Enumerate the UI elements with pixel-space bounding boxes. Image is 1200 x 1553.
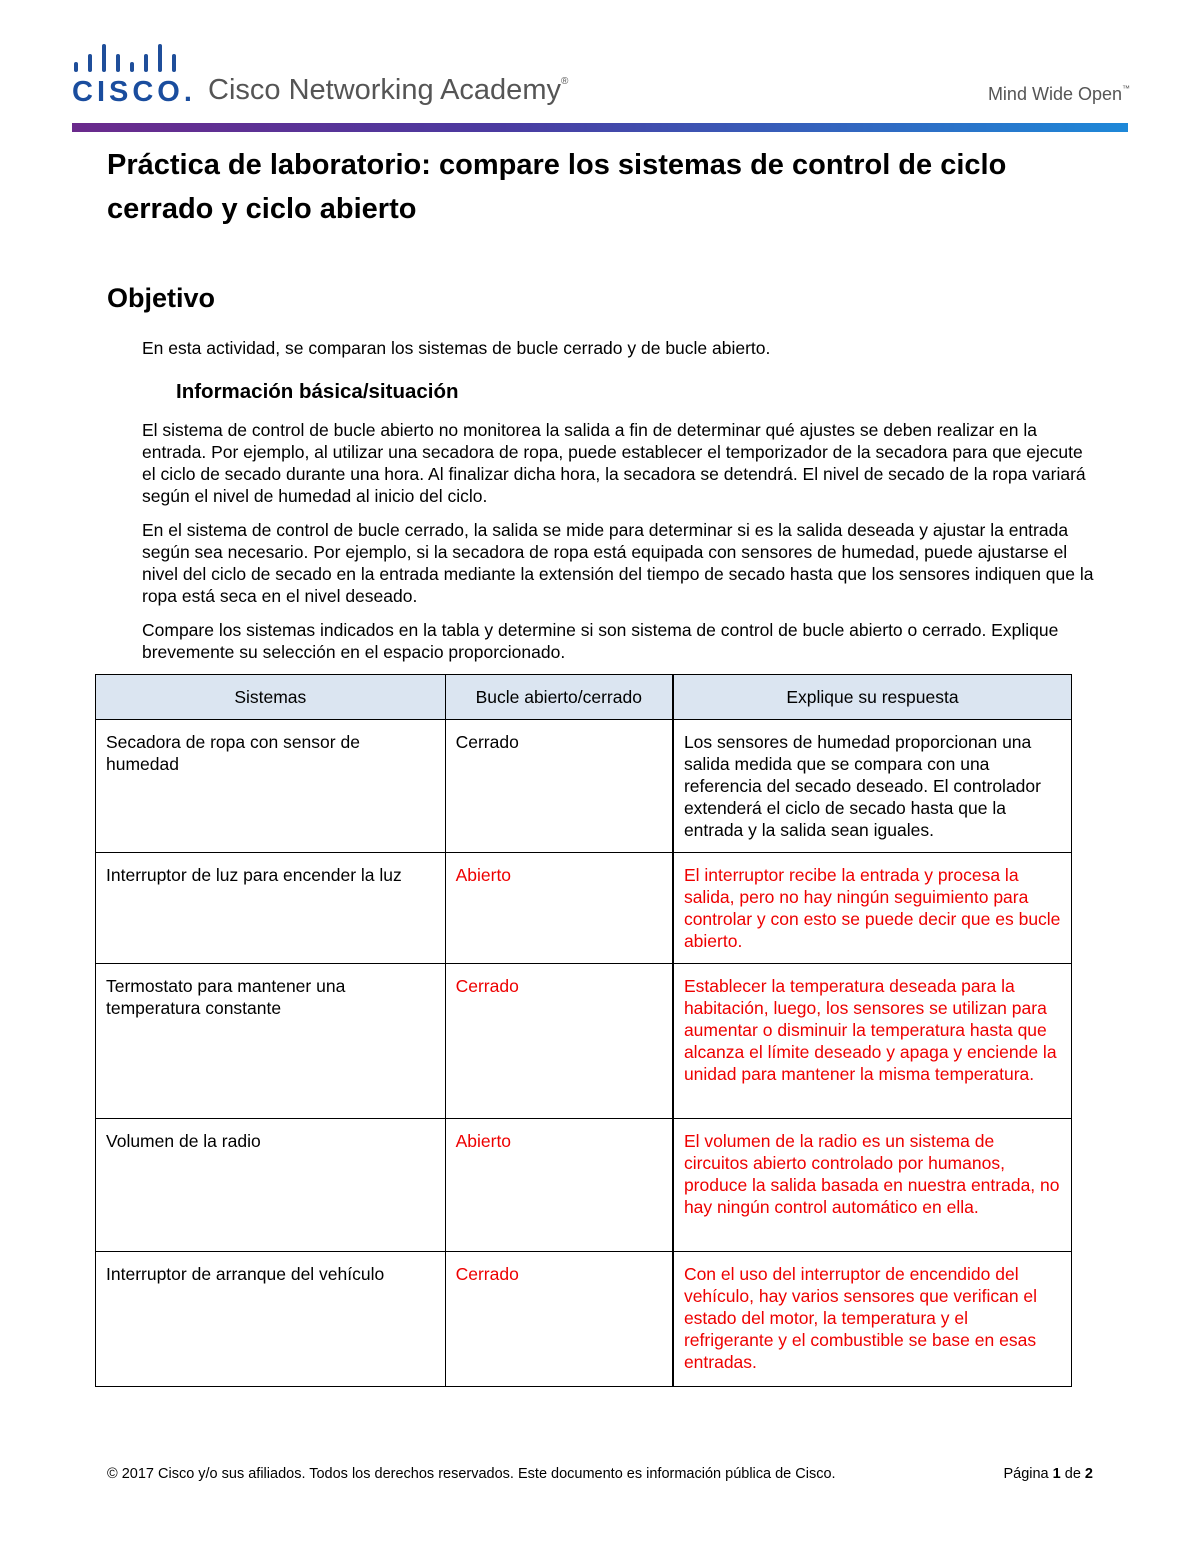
loop-cell: Abierto xyxy=(445,1119,673,1252)
table-row xyxy=(96,1119,1072,1252)
background-paragraph-3: Compare los sistemas indicados en la tabla y determine si son sistema de control de bucle abierto o cerrado. Explique brevemente su selección en el espacio proporcionado. xyxy=(142,620,1059,662)
loop-cell: Abierto xyxy=(445,853,673,964)
loop-cell: Cerrado xyxy=(445,1252,673,1387)
objective-text: En esta actividad, se comparan los sistemas de bucle cerrado y de bucle abierto. xyxy=(142,338,771,358)
comparison-table xyxy=(95,674,1072,1387)
explanation-cell: Establecer la temperatura deseada para la habitación, luego, los sensores se utilizan para aumentar o disminuir la temperatura hasta que alcanza el límite deseado y apaga y enciende la unidad para mantener la misma temperatura. xyxy=(673,964,1072,1119)
loop-cell: Cerrado xyxy=(445,964,673,1119)
footer-page-number: Página 1 de 2 xyxy=(1003,1466,1093,1482)
tagline: Mind Wide Open™ xyxy=(987,84,1130,104)
explanation-cell: El volumen de la radio es un sistema de circuitos abierto controlado por humanos, produce la salida basada en nuestra entrada, no hay ningún control automático en ella. xyxy=(673,1119,1072,1252)
explanation-cell: Los sensores de humedad proporcionan una salida medida que se compara con una referencia del secado deseado. El controlador extenderá el ciclo de secado hasta que la entrada y la salida sean iguales. xyxy=(673,720,1072,853)
system-cell: Termostato para mantener una temperatura constante xyxy=(96,964,446,1119)
system-cell: Interruptor de luz para encender la luz xyxy=(96,853,446,964)
page-header xyxy=(72,44,1130,134)
objective-heading: Objetivo xyxy=(107,283,216,313)
explanation-cell: El interruptor recibe la entrada y procesa la salida, pero no hay ningún seguimiento para controlar y con esto se puede decir que es bucle abierto. xyxy=(673,853,1072,964)
academy-name: Cisco Networking Academy® xyxy=(208,74,569,106)
system-cell: Interruptor de arranque del vehículo xyxy=(96,1252,446,1387)
table-row xyxy=(96,720,1072,853)
explanation-cell: Con el uso del interruptor de encendido del vehículo, hay varios sensores que verifican el estado del motor, la temperatura y el refrigerante y el combustible se base en esas entradas. xyxy=(673,1252,1072,1387)
table-header-row xyxy=(96,675,1072,720)
header-explanation: Explique su respuesta xyxy=(673,675,1072,720)
header-systems: Sistemas xyxy=(96,675,446,720)
cisco-logo-wordmark: CISCO. xyxy=(72,76,196,108)
system-cell: Volumen de la radio xyxy=(96,1119,446,1252)
footer-copyright: © 2017 Cisco y/o sus afiliados. Todos los derechos reservados. Este documento es información pública de Cisco. xyxy=(107,1466,836,1482)
background-heading: Información básica/situación xyxy=(176,380,459,403)
page-title: Práctica de laboratorio: compare los sistemas de control de ciclo cerrado y ciclo abierto xyxy=(107,149,1007,225)
header-loop: Bucle abierto/cerrado xyxy=(445,675,673,720)
table-row xyxy=(96,853,1072,964)
background-paragraph-1: El sistema de control de bucle abierto no monitorea la salida a fin de determinar qué ajustes se deben realizar en la entrada. Por ejemplo, al utilizar una secadora de ropa, puede establecer el temporizador de la secadora para que ejecute el ciclo de secado durante una hora. Al finalizar dicha hora, la secadora se detendrá. El nivel de secado de la ropa variará según el nivel de humedad al inicio del ciclo. xyxy=(142,420,1086,506)
header-divider xyxy=(72,123,1128,132)
table-row xyxy=(96,964,1072,1119)
system-cell: Secadora de ropa con sensor de humedad xyxy=(96,720,446,853)
loop-cell: Cerrado xyxy=(445,720,673,853)
background-paragraph-2: En el sistema de control de bucle cerrado, la salida se mide para determinar si es la salida deseada y ajustar la entrada según sea necesario. Por ejemplo, si la secadora de ropa está equipada con sensores de humedad, puede ajustarse el nivel del ciclo de secado en la entrada mediante la extensión del tiempo de secado hasta que los sensores indiquen que la ropa está seca en el nivel deseado. xyxy=(142,520,1094,606)
cisco-logo-bars-icon xyxy=(72,44,182,72)
table-row xyxy=(96,1252,1072,1387)
